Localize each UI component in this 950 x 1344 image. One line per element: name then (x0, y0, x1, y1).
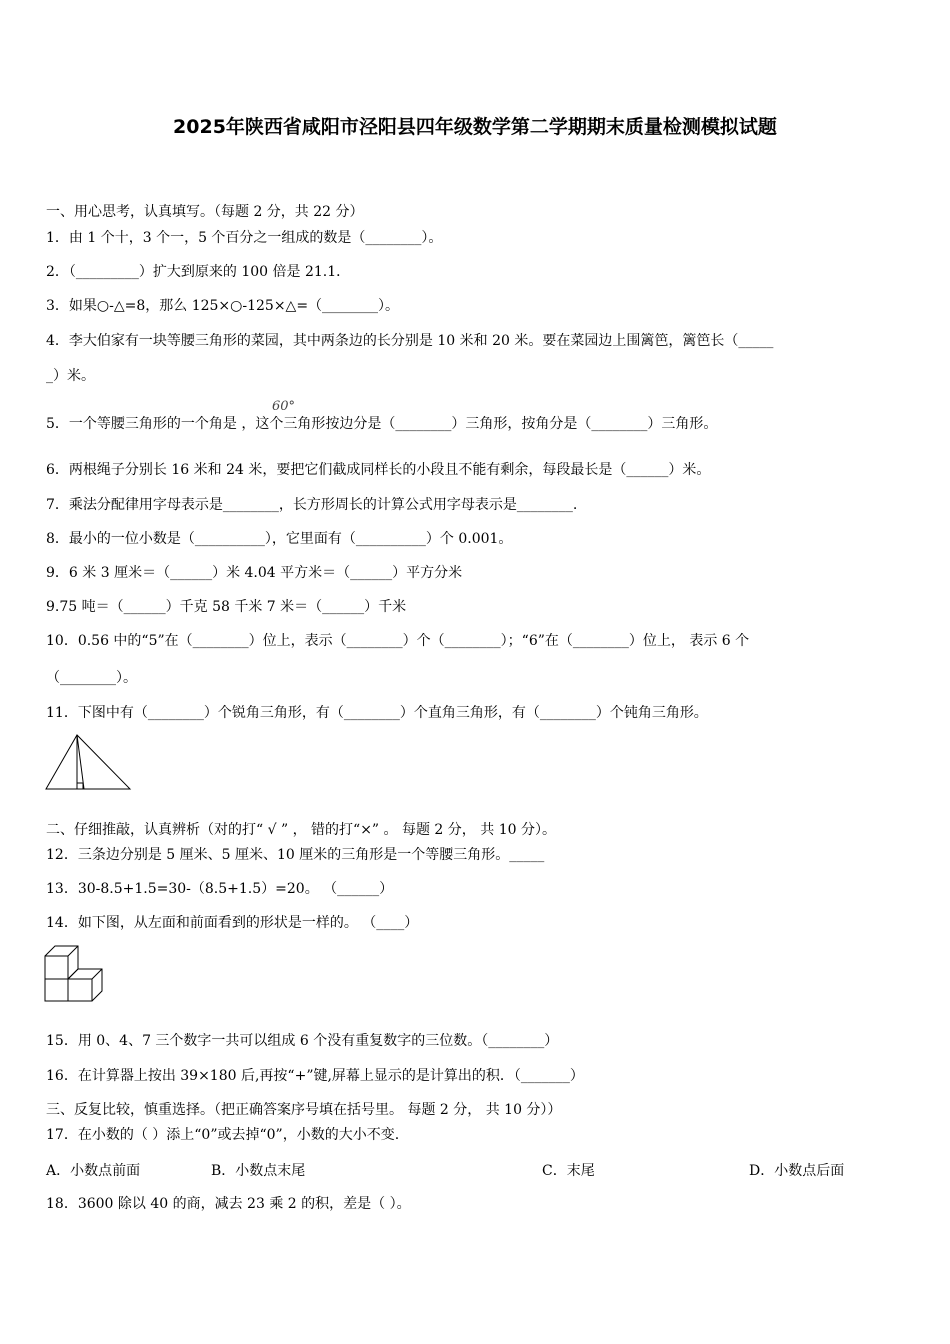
question-7: 7．乘法分配律用字母表示是________，长方形周长的计算公式用字母表示是________. (46, 497, 578, 513)
question-9-line-2: 9.75 吨＝（______）千克 58 千米 7 米＝（______）千米 (46, 599, 407, 615)
question-18: 18．3600 除以 40 的商，减去 23 乘 2 的积，差是（ ）。 (46, 1196, 411, 1212)
question-12: 12．三条边分别是 5 厘米、5 厘米、10 厘米的三角形是一个等腰三角形。_____ (46, 847, 545, 863)
cube-stack-figure (44, 942, 106, 1004)
option-c: C．末尾 (542, 1163, 595, 1179)
question-10-line-1: 10．0.56 中的“5”在（________）位上，表示（________）个（________）；“6”在（________）位上， 表示 6 个 (46, 633, 750, 649)
question-16: 16．在计算器上按出 39×180 后,再按“+”键,屏幕上显示的是计算出的积．（_______） (46, 1068, 584, 1084)
question-11: 11．下图中有（________）个锐角三角形，有（________）个直角三角形，有（________）个钝角三角形。 (46, 705, 708, 721)
question-6: 6．两根绳子分别长 16 米和 24 米，要把它们截成同样长的小段且不能有剩余，每段最长是（______）米。 (46, 462, 711, 478)
question-1: 1．由 1 个十，3 个一，5 个百分之一组成的数是（________）。 (46, 230, 443, 246)
section-heading-1: 一、用心思考，认真填写。（每题 2 分，共 22 分） (46, 204, 364, 220)
angle-60-label: 60° (272, 399, 296, 414)
question-8: 8．最小的一位小数是（__________），它里面有（__________）个 0.001。 (46, 531, 513, 547)
question-17: 17．在小数的（ ）添上“0”或去掉“0”，小数的大小不变. (46, 1127, 400, 1143)
triangle-figure (44, 733, 134, 793)
question-5: 5．一个等腰三角形的一个角是 ，这个三角形按边分是（________）三角形，按角分是（________）三角形。 (46, 416, 718, 432)
question-13: 13．30-8.5+1.5=30-（8.5+1.5）=20。 （______） (46, 881, 394, 897)
section-heading-3: 三、反复比较，慎重选择。（把正确答案序号填在括号里。 每题 2 分， 共 10 分）） (46, 1102, 562, 1118)
question-3: 3．如果○-△=8，那么 125×○-125×△=（________）。 (46, 298, 400, 314)
question-14: 14．如下图，从左面和前面看到的形状是一样的。 （____） (46, 915, 419, 931)
question-9-line-1: 9．6 米 3 厘米＝（______）米 4.04 平方米＝（______）平方分米 (46, 565, 463, 581)
question-15: 15．用 0、4、7 三个数字一共可以组成 6 个没有重复数字的三位数。（________） (46, 1033, 559, 1049)
option-d: D．小数点后面 (749, 1163, 845, 1179)
question-2: 2．（_________）扩大到原来的 100 倍是 21.1． (46, 264, 351, 280)
question-10-line-2: （________）。 (46, 670, 137, 686)
option-a: A．小数点前面 (46, 1163, 141, 1179)
question-4-line-2: _）米。 (46, 368, 95, 384)
page-title: 2025年陕西省咸阳市泾阳县四年级数学第二学期期末质量检测模拟试题 (173, 116, 777, 138)
question-4-line-1: 4．李大伯家有一块等腰三角形的菜园，其中两条边的长分别是 10 米和 20 米。要在菜园边上围篱笆，篱笆长（_____ (46, 333, 774, 349)
option-b: B．小数点末尾 (211, 1163, 306, 1179)
section-heading-2: 二、仔细推敲，认真辨析（对的打“ √ ” ， 错的打“×” 。 每题 2 分， 共 10 分）。 (46, 822, 556, 838)
